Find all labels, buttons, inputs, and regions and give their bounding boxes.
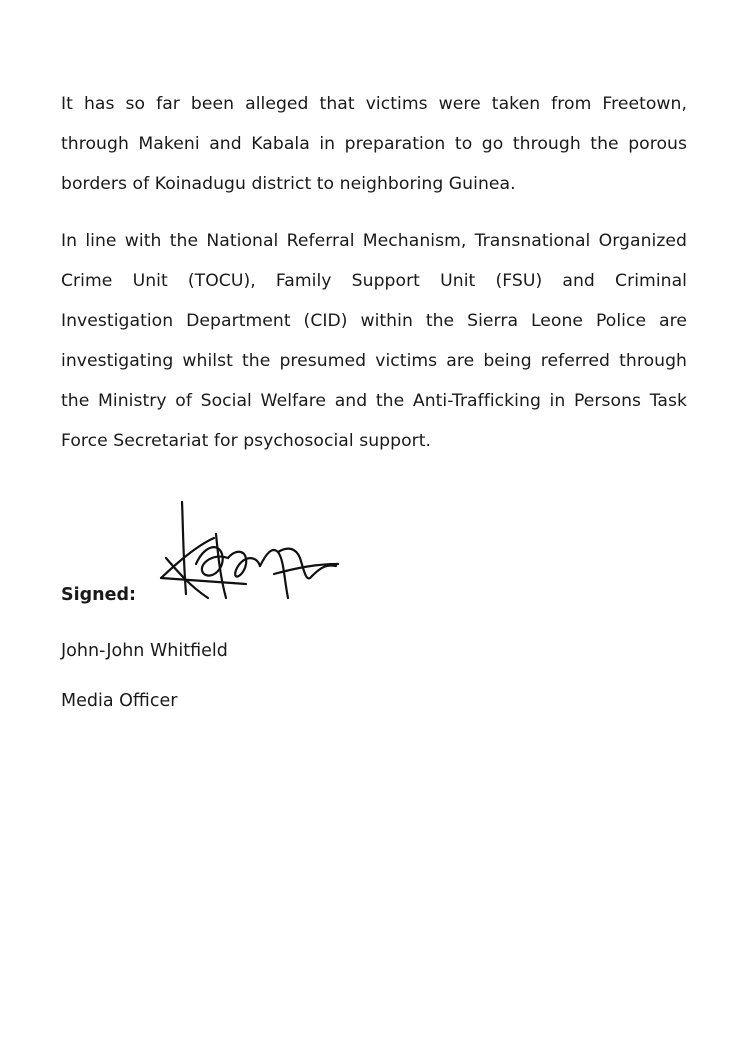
body-paragraph-1: It has so far been alleged that victims were taken from Freetown, through Makeni and Kabala in preparation to go through the porous borders of Koinadugu district to neighboring Guinea.: [61, 94, 687, 194]
body-paragraph-2: In line with the National Referral Mechanism, Transnational Organized Crime Unit (TOCU), Family Support Unit (FSU) and Criminal Investigation Department (CID) within the Sierra Leone Police are investigating whilst the presumed victims are being referred through the Ministry of Social Welfare and the Anti-Trafficking in Persons Task Force Secretariat for psychosocial support.: [61, 231, 687, 451]
handwritten-signature-icon: [156, 494, 346, 606]
signer-name: John-John Whitfield: [61, 641, 228, 661]
signer-title: Media Officer: [61, 691, 178, 711]
signed-label: Signed:: [61, 585, 136, 605]
